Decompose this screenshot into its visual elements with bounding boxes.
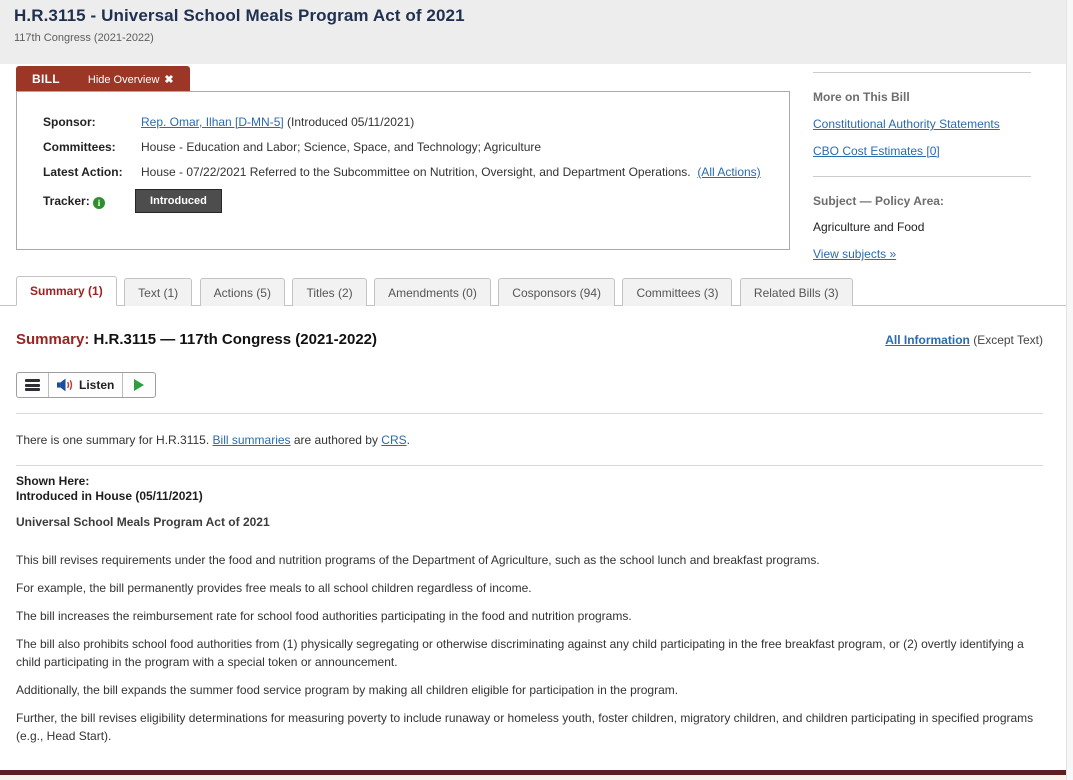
- committees-row: [43, 139, 769, 155]
- summary-paragraph: The bill also prohibits school food authorities from (1) physically segregating or otherwise discriminating against any child participating in the free breakfast program, or (2) overtly identifying a child participating in the program with a special token or announcement.: [16, 637, 1024, 669]
- sponsor-link[interactable]: Rep. Omar, Ilhan [D-MN-5]: [141, 115, 284, 129]
- sponsor-row: [43, 114, 769, 130]
- latest-action-text: House - 07/22/2021 Referred to the Subcommittee on Nutrition, Oversight, and Department Operations.: [141, 165, 691, 179]
- menu-icon: [25, 379, 40, 391]
- summary-paragraph: Additionally, the bill expands the summer food service program by making all children eligible for participation in the program.: [16, 683, 679, 697]
- bill-tabs-bar: [0, 277, 1073, 306]
- sponsor-introduced-date: (Introduced 05/11/2021): [283, 115, 415, 129]
- more-on-bill-heading: More on This Bill: [813, 90, 910, 104]
- info-icon[interactable]: i: [93, 197, 105, 209]
- summary-paragraphs: [16, 551, 1043, 745]
- subject-policy-heading: Subject — Policy Area:: [813, 194, 944, 208]
- shown-version: Introduced in House (05/11/2021): [16, 489, 203, 503]
- policy-area-value: Agriculture and Food: [813, 220, 925, 234]
- tab-committees[interactable]: Committees (3): [622, 278, 732, 306]
- committees-value: House - Education and Labor; Science, Space, and Technology; Agriculture: [141, 140, 542, 154]
- page-header: [0, 0, 1073, 64]
- latest-action-row: [43, 164, 769, 180]
- tab-related-bills[interactable]: Related Bills (3): [740, 278, 853, 306]
- shown-here-block: [16, 474, 1043, 504]
- readspeaker-widget: [16, 372, 156, 398]
- bill-overview-panel: [16, 91, 790, 250]
- page-title: H.R.3115 - Universal School Meals Program Act of 2021: [14, 6, 465, 25]
- tab-actions[interactable]: Actions (5): [200, 278, 285, 306]
- hide-overview-button[interactable]: [88, 73, 174, 86]
- sidebar-divider: [813, 72, 1031, 73]
- hide-overview-label: Hide Overview: [87, 73, 160, 86]
- latest-action-value: [141, 164, 769, 180]
- congress-subtitle: 117th Congress (2021-2022): [14, 32, 154, 44]
- tracker-label: Tracker: i: [43, 193, 105, 209]
- summary-paragraph: Further, the bill revises eligibility determinations for measuring poverty to include runaway or homeless youth, foster children, migratory children, and children participating in specified programs (e.g., Head Start).: [16, 711, 1034, 743]
- content-divider: [16, 465, 1043, 466]
- summary-paragraph: For example, the bill permanently provides free meals to all school children regardless of income.: [16, 581, 532, 595]
- tab-summary[interactable]: Summary (1): [16, 276, 117, 306]
- all-actions-link[interactable]: (All Actions): [697, 165, 761, 179]
- committees-label: Committees:: [43, 140, 116, 154]
- tracker-row: [43, 189, 769, 213]
- summary-bill-title: Universal School Meals Program Act of 2021: [16, 515, 270, 529]
- latest-action-label: Latest Action:: [43, 165, 123, 179]
- cbo-cost-estimates-link[interactable]: CBO Cost Estimates [0]: [813, 144, 940, 158]
- listen-play-button[interactable]: [122, 373, 155, 397]
- tab-amendments[interactable]: Amendments (0): [374, 278, 491, 306]
- summary-paragraph: The bill increases the reimbursement rate for school food authorities participating in the food and nutrition programs.: [16, 609, 632, 623]
- all-information-suffix: (Except Text): [969, 333, 1043, 347]
- view-subjects-link[interactable]: View subjects »: [813, 247, 897, 261]
- right-sidebar: [813, 64, 1031, 261]
- bill-type-label: BILL: [32, 72, 60, 86]
- scrollbar-track[interactable]: [1066, 0, 1073, 780]
- summary-heading: [16, 331, 377, 348]
- bill-overview-tab[interactable]: [16, 66, 190, 92]
- status-badge: Introduced: [135, 189, 222, 213]
- bill-summaries-link[interactable]: Bill summaries: [212, 433, 291, 447]
- footer-strip: [0, 775, 1073, 780]
- sidebar-divider: [813, 176, 1031, 177]
- close-icon: ✖: [164, 73, 174, 86]
- summary-header-row: [16, 331, 1043, 348]
- summary-content: [16, 318, 1043, 755]
- summary-paragraph: This bill revises requirements under the food and nutrition programs of the Department of Agriculture, such as the school lunch and breakfast programs.: [16, 553, 820, 567]
- tab-titles[interactable]: Titles (2): [292, 278, 366, 306]
- sponsor-value: [141, 114, 769, 130]
- sponsor-label: Sponsor:: [43, 115, 96, 129]
- all-information: [885, 333, 1043, 347]
- shown-here-label: Shown Here:: [16, 474, 90, 488]
- listen-label: Listen: [79, 378, 115, 392]
- tab-cosponsors[interactable]: Cosponsors (94): [498, 278, 615, 306]
- summary-intro-line: There is one summary for H.R.3115. Bill summaries are authored by CRS.: [16, 433, 410, 447]
- content-divider: [16, 413, 1043, 414]
- summary-heading-rest: H.R.3115 — 117th Congress (2021-2022): [89, 331, 378, 348]
- listen-menu-button[interactable]: [17, 373, 48, 397]
- summary-heading-prefix: Summary:: [16, 331, 90, 348]
- speaker-icon: [57, 378, 74, 392]
- crs-link[interactable]: CRS: [381, 433, 407, 447]
- play-icon: [134, 379, 144, 391]
- listen-button[interactable]: [48, 373, 122, 397]
- tab-text[interactable]: Text (1): [124, 278, 192, 306]
- constitutional-authority-link[interactable]: Constitutional Authority Statements: [813, 117, 1000, 131]
- all-information-link[interactable]: All Information: [885, 333, 970, 347]
